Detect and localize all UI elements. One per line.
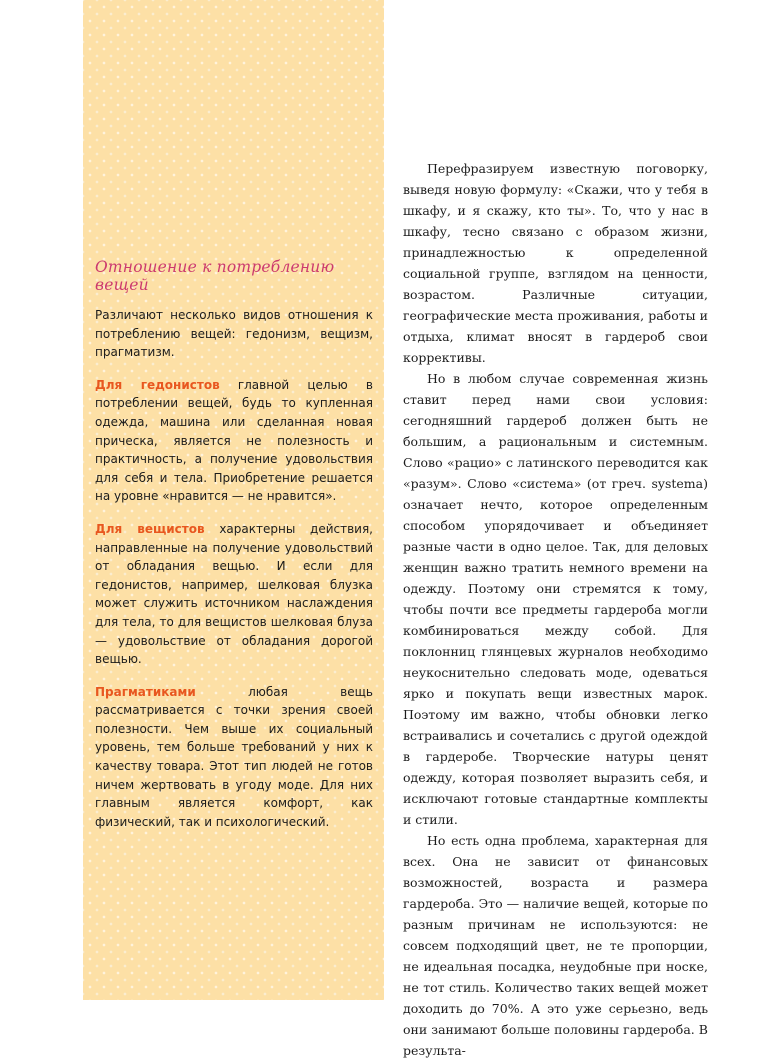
main-paragraph-2: Но в любом случае современная жизнь ставит перед нами свои условия: сегодняшний гардероб должен быть не большим, а рациональным и системным. Слово «рацио» с латинского переводится как «разум». Слово «система» (от греч. systema) означает нечто, которое определенным способом упорядочивает и объединяет разные части в одно целое. Так, для деловых женщин важно тратить немного времени на одежду. Поэтому они стремятся к тому, чтобы почти все предметы гардероба могли комбинироваться между собой. Для поклонниц глянцевых журналов необходимо неукоснительно следовать моде, одеваться ярко и покупать вещи известных марок. Поэтому им важно, чтобы обновки легко встраивались и сочетались с другой одеждой в гардеробе. Творческие натуры ценят одежду, которая позволяет выразить себя, и исключают готовые стандартные комплекты и стили. <box>403 371 708 827</box>
sidebar-block-hedonists <box>95 376 373 506</box>
sidebar-content <box>95 258 373 845</box>
sidebar-intro: Различают несколько видов отношения к потреблению вещей: гедонизм, вещизм, прагматизм. <box>95 308 373 360</box>
sidebar-block-pragmatists <box>95 683 373 832</box>
text-pragmatists: любая вещь рассматривается с точки зрения своей полезности. Чем выше их социальный уровень, тем больше требований у них к качеству товара. Этот тип людей не готов ничем жертвовать в угоду моде. Для них главным является комфорт, как физический, так и психологический. <box>95 684 373 829</box>
term-materialists: Для вещистов <box>95 521 205 536</box>
text-hedonists: главной целью в потреблении вещей, будь то купленная одежда, машина или сделанная новая прическа, является не полезность и практичность, а получение удовольствия для себя и тела. Приобретение решается на уровне «нравится — не нравится». <box>95 377 373 504</box>
main-paragraph-3: Но есть одна проблема, характерная для всех. Она не зависит от финансовых возможностей, возраста и размера гардероба. Это — наличие вещей, которые по разным причинам не используются: не совсем подходящий цвет, не те пропорции, не идеальная посадка, неудобные при носке, не тот стиль. Количество таких вещей может доходить до 70%. А это уже серьезно, ведь они занимают больше половины гардероба. В результа- <box>403 833 708 1058</box>
text-materialists: характерны действия, направленные на получение удовольствий от обладания вещью. И если для гедонистов, например, шелковая блузка может служить источником наслаждения для тела, то для вещистов шелковая блуза — удовольствие от обладания дорогой вещью. <box>95 521 374 667</box>
sidebar-block-materialists <box>95 520 373 669</box>
main-paragraph-1: Перефразируем известную поговорку, выведя новую формулу: «Скажи, что у тебя в шкафу, и я скажу, кто ты». То, что у нас в шкафу, тесно связано с образом жизни, принадлежностью к определенной социальной группе, взглядом на ценности, возрастом. Различные ситуации, географические места проживания, работы и отдыха, климат вносят в гардероб свои коррективы. <box>403 161 708 365</box>
term-pragmatists: Прагматиками <box>95 684 196 699</box>
sidebar-heading: Отношение к потреблению вещей <box>95 258 335 294</box>
term-hedonists: Для гедонистов <box>95 377 220 392</box>
main-text-column <box>403 158 708 1061</box>
